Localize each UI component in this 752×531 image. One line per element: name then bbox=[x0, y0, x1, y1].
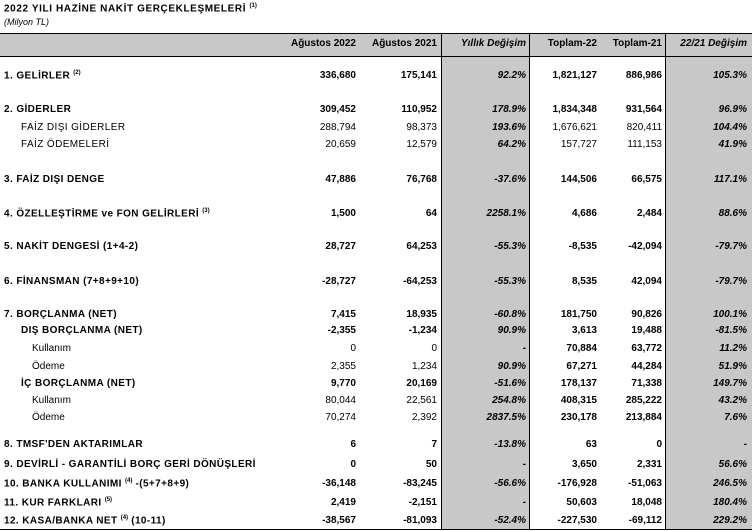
cell-total21: 18,048 bbox=[631, 497, 662, 508]
cell-aug2022: -2,355 bbox=[327, 325, 356, 336]
cell-yoy: -55.3% bbox=[494, 276, 526, 287]
cell-total22: 1,834,348 bbox=[552, 104, 597, 115]
cell-aug2022: 9,770 bbox=[330, 378, 356, 389]
row-label: Ödeme bbox=[32, 412, 65, 423]
row-label bbox=[4, 208, 210, 219]
cell-aug2021: 1,234 bbox=[411, 361, 437, 372]
cell-yoy: -51.6% bbox=[494, 378, 526, 389]
cell-yoy: 193.6% bbox=[492, 122, 526, 133]
cell-aug2022: 0 bbox=[350, 343, 356, 354]
cell-change2221: 180.4% bbox=[713, 497, 747, 508]
table-row bbox=[0, 174, 752, 189]
cell-total21: 213,884 bbox=[625, 412, 662, 423]
cell-total22: 178,137 bbox=[560, 378, 597, 389]
cell-aug2021: 50 bbox=[425, 459, 437, 470]
cell-total21: 71,338 bbox=[631, 378, 662, 389]
row-label: Ödeme bbox=[32, 361, 65, 372]
cell-yoy: -56.6% bbox=[494, 478, 526, 489]
row-label-formula: (10-11) bbox=[128, 515, 166, 527]
cell-aug2021: 64,253 bbox=[406, 241, 437, 252]
table-row bbox=[0, 361, 752, 376]
cell-total22: -176,928 bbox=[557, 478, 597, 489]
col-header-aug2022: Ağustos 2022 bbox=[290, 38, 356, 49]
cell-total21: 63,772 bbox=[631, 343, 662, 354]
row-label: 5. NAKİT DENGESİ (1+4-2) bbox=[4, 241, 139, 252]
cell-change2221: 246.5% bbox=[713, 478, 747, 489]
cell-aug2022: 336,680 bbox=[319, 70, 356, 81]
cell-change2221: -81.5% bbox=[715, 325, 747, 336]
cell-aug2022: 7,415 bbox=[330, 309, 356, 320]
table-bottom-rule bbox=[0, 529, 752, 530]
table-row bbox=[0, 515, 752, 530]
row-label-text: 10. BANKA KULLANIMI bbox=[4, 478, 122, 490]
cell-aug2021: 175,141 bbox=[400, 70, 437, 81]
cell-total22: 67,271 bbox=[566, 361, 597, 372]
cell-total21: 931,564 bbox=[625, 104, 662, 115]
cell-aug2021: 0 bbox=[431, 343, 437, 354]
table-row bbox=[0, 309, 752, 324]
cell-total22: 63 bbox=[585, 439, 597, 450]
row-label: 8. TMSF'DEN AKTARIMLAR bbox=[4, 439, 143, 450]
cell-total21: 0 bbox=[656, 439, 662, 450]
cell-total22: 3,613 bbox=[571, 325, 597, 336]
cell-total22: -227,530 bbox=[557, 515, 597, 526]
table-row bbox=[0, 395, 752, 410]
cell-aug2021: 76,768 bbox=[406, 174, 437, 185]
row-label-text: 1. GELİRLER bbox=[4, 70, 71, 82]
cell-total21: 42,094 bbox=[631, 276, 662, 287]
cell-aug2022: 1,500 bbox=[330, 208, 356, 219]
row-label: 2. GİDERLER bbox=[4, 104, 72, 115]
row-label: FAİZ ÖDEMELERİ bbox=[21, 139, 110, 150]
cell-aug2022: 0 bbox=[350, 459, 356, 470]
cell-total21: 285,222 bbox=[625, 395, 662, 406]
table-row bbox=[0, 412, 752, 427]
row-label: İÇ BORÇLANMA (NET) bbox=[21, 378, 136, 389]
header-top-rule bbox=[0, 33, 752, 34]
row-label-text: 12. KASA/BANKA NET bbox=[4, 515, 118, 527]
cell-aug2021: -2,151 bbox=[408, 497, 437, 508]
cell-aug2022: 28,727 bbox=[325, 241, 356, 252]
cell-total22: 230,178 bbox=[560, 412, 597, 423]
cell-yoy: -37.6% bbox=[494, 174, 526, 185]
cell-change2221: -79.7% bbox=[715, 276, 747, 287]
col-header-aug2021: Ağustos 2021 bbox=[371, 38, 437, 49]
cell-aug2021: 7 bbox=[431, 439, 437, 450]
cell-yoy: 254.8% bbox=[492, 395, 526, 406]
cell-total22: 1,821,127 bbox=[552, 70, 597, 81]
table-row bbox=[0, 208, 752, 223]
cell-yoy: - bbox=[522, 497, 526, 508]
row-label: Kullanım bbox=[32, 395, 71, 406]
cell-yoy: 2837.5% bbox=[486, 412, 526, 423]
row-footnote: (4) bbox=[120, 515, 129, 521]
cell-yoy: - bbox=[522, 459, 526, 470]
row-label bbox=[4, 515, 166, 526]
row-label-text: 11. KUR FARKLARI bbox=[4, 497, 102, 509]
cell-yoy: 178.9% bbox=[492, 104, 526, 115]
cell-yoy: 2258.1% bbox=[486, 208, 526, 219]
row-label-text: 4. ÖZELLEŞTİRME ve FON GELİRLERİ bbox=[4, 208, 200, 220]
row-footnote: (4) bbox=[124, 478, 133, 484]
row-label: 6. FİNANSMAN (7+8+9+10) bbox=[4, 276, 140, 287]
row-footnote: (3) bbox=[202, 208, 210, 214]
table-row bbox=[0, 241, 752, 256]
cell-total21: 66,575 bbox=[631, 174, 662, 185]
cell-yoy: -60.8% bbox=[494, 309, 526, 320]
cell-aug2022: 309,452 bbox=[319, 104, 356, 115]
cell-yoy: 64.2% bbox=[497, 139, 526, 150]
cell-total22: 70,884 bbox=[566, 343, 597, 354]
cell-aug2022: -38,567 bbox=[322, 515, 356, 526]
row-label bbox=[4, 497, 112, 508]
cell-total22: 3,650 bbox=[571, 459, 597, 470]
cell-aug2022: 80,044 bbox=[325, 395, 356, 406]
cell-total22: 181,750 bbox=[560, 309, 597, 320]
cell-aug2021: 98,373 bbox=[406, 122, 437, 133]
row-footnote: (2) bbox=[73, 70, 81, 76]
cell-total22: 144,506 bbox=[560, 174, 597, 185]
cell-aug2022: 6 bbox=[350, 439, 356, 450]
table-row bbox=[0, 343, 752, 358]
cell-aug2021: -1,234 bbox=[408, 325, 437, 336]
cell-total21: 19,488 bbox=[631, 325, 662, 336]
cell-total22: 8,535 bbox=[571, 276, 597, 287]
row-label bbox=[4, 478, 189, 489]
cell-yoy: -52.4% bbox=[494, 515, 526, 526]
cell-change2221: 105.3% bbox=[713, 70, 747, 81]
cell-change2221: 104.4% bbox=[713, 122, 747, 133]
cell-total21: 90,826 bbox=[631, 309, 662, 320]
cell-yoy: 90.9% bbox=[497, 361, 526, 372]
cell-aug2021: 20,169 bbox=[406, 378, 437, 389]
cell-aug2021: 2,392 bbox=[411, 412, 437, 423]
cell-aug2022: 2,355 bbox=[330, 361, 356, 372]
cell-total21: 111,153 bbox=[627, 139, 662, 150]
cell-total21: 2,331 bbox=[636, 459, 662, 470]
cell-yoy: 92.2% bbox=[497, 70, 526, 81]
table-row bbox=[0, 325, 752, 340]
cell-change2221: -79.7% bbox=[715, 241, 747, 252]
cell-aug2021: -83,245 bbox=[403, 478, 437, 489]
header-bottom-rule bbox=[0, 56, 752, 57]
table-row bbox=[0, 378, 752, 393]
cell-change2221: - bbox=[743, 439, 747, 450]
cell-yoy: - bbox=[522, 343, 526, 354]
cell-change2221: 149.7% bbox=[713, 378, 747, 389]
cell-aug2021: 64 bbox=[425, 208, 437, 219]
cell-yoy: 90.9% bbox=[497, 325, 526, 336]
cell-change2221: 117.1% bbox=[713, 174, 747, 185]
cell-total21: 44,284 bbox=[631, 361, 662, 372]
cell-aug2021: 22,561 bbox=[406, 395, 437, 406]
cell-change2221: 88.6% bbox=[718, 208, 747, 219]
cell-aug2022: 20,659 bbox=[325, 139, 356, 150]
cell-total22: 408,315 bbox=[560, 395, 597, 406]
cell-change2221: 43.2% bbox=[718, 395, 747, 406]
table-row bbox=[0, 478, 752, 493]
cell-change2221: 100.1% bbox=[713, 309, 747, 320]
row-footnote: (5) bbox=[104, 497, 113, 503]
row-label: 7. BORÇLANMA (NET) bbox=[4, 309, 117, 320]
table-row bbox=[0, 139, 752, 154]
cell-yoy: -13.8% bbox=[494, 439, 526, 450]
cell-total22: 50,603 bbox=[566, 497, 597, 508]
cell-total22: -8,535 bbox=[568, 241, 597, 252]
row-label-formula: -(5+7+8+9) bbox=[132, 478, 190, 490]
cell-aug2021: 18,935 bbox=[406, 309, 437, 320]
cell-total21: -51,063 bbox=[628, 478, 662, 489]
cell-aug2022: -28,727 bbox=[322, 276, 356, 287]
report-subtitle: (Milyon TL) bbox=[4, 17, 50, 27]
cell-aug2022: 70,274 bbox=[325, 412, 356, 423]
cell-aug2022: 2,419 bbox=[330, 497, 356, 508]
cell-change2221: 11.2% bbox=[719, 343, 747, 354]
cell-change2221: 41.9% bbox=[718, 139, 747, 150]
cell-total21: 2,484 bbox=[636, 208, 662, 219]
cell-aug2021: 12,579 bbox=[406, 139, 437, 150]
col-header-yoy: Yıllık Değişim bbox=[460, 38, 526, 49]
row-label bbox=[4, 70, 81, 81]
report-title bbox=[4, 3, 257, 14]
col-header-total22: Toplam-22 bbox=[547, 38, 597, 49]
row-label: DIŞ BORÇLANMA (NET) bbox=[21, 325, 143, 336]
cell-aug2021: -81,093 bbox=[403, 515, 437, 526]
table-row bbox=[0, 439, 752, 454]
cell-total22: 157,727 bbox=[560, 139, 597, 150]
row-label: FAİZ DIŞI GİDERLER bbox=[21, 122, 126, 133]
table-row bbox=[0, 276, 752, 291]
cell-total21: 820,411 bbox=[626, 122, 662, 133]
row-label: Kullanım bbox=[32, 343, 71, 354]
cell-change2221: 229.2% bbox=[713, 515, 747, 526]
table-row bbox=[0, 459, 752, 474]
row-label: 3. FAİZ DIŞI DENGE bbox=[4, 174, 105, 185]
table-row bbox=[0, 122, 752, 137]
cell-change2221: 51.9% bbox=[718, 361, 747, 372]
col-header-total21: Toplam-21 bbox=[612, 38, 662, 49]
table-row bbox=[0, 497, 752, 512]
row-label: 9. DEVİRLİ - GARANTİLİ BORÇ GERİ DÖNÜŞLERİ bbox=[4, 459, 256, 470]
cell-total21: -42,094 bbox=[628, 241, 662, 252]
table-row bbox=[0, 104, 752, 119]
report-title-text: 2022 YILI HAZİNE NAKİT GERÇEKLEŞMELERİ bbox=[4, 3, 247, 15]
cell-total22: 4,686 bbox=[571, 208, 597, 219]
cell-aug2022: 47,886 bbox=[325, 174, 356, 185]
cell-aug2022: 288,794 bbox=[319, 122, 356, 133]
cell-total22: 1,676,621 bbox=[552, 122, 597, 133]
cell-change2221: 56.6% bbox=[718, 459, 747, 470]
cell-yoy: -55.3% bbox=[494, 241, 526, 252]
cell-aug2021: 110,952 bbox=[401, 104, 437, 115]
col-header-change2221: 22/21 Değişim bbox=[680, 38, 747, 49]
cell-aug2021: -64,253 bbox=[403, 276, 437, 287]
cell-change2221: 96.9% bbox=[718, 104, 747, 115]
table-row bbox=[0, 70, 752, 85]
cell-aug2022: -36,148 bbox=[322, 478, 356, 489]
cell-total21: -69,112 bbox=[628, 515, 662, 526]
cell-change2221: 7.6% bbox=[724, 412, 747, 423]
cell-total21: 886,986 bbox=[625, 70, 662, 81]
report-title-footnote: (1) bbox=[249, 3, 257, 9]
